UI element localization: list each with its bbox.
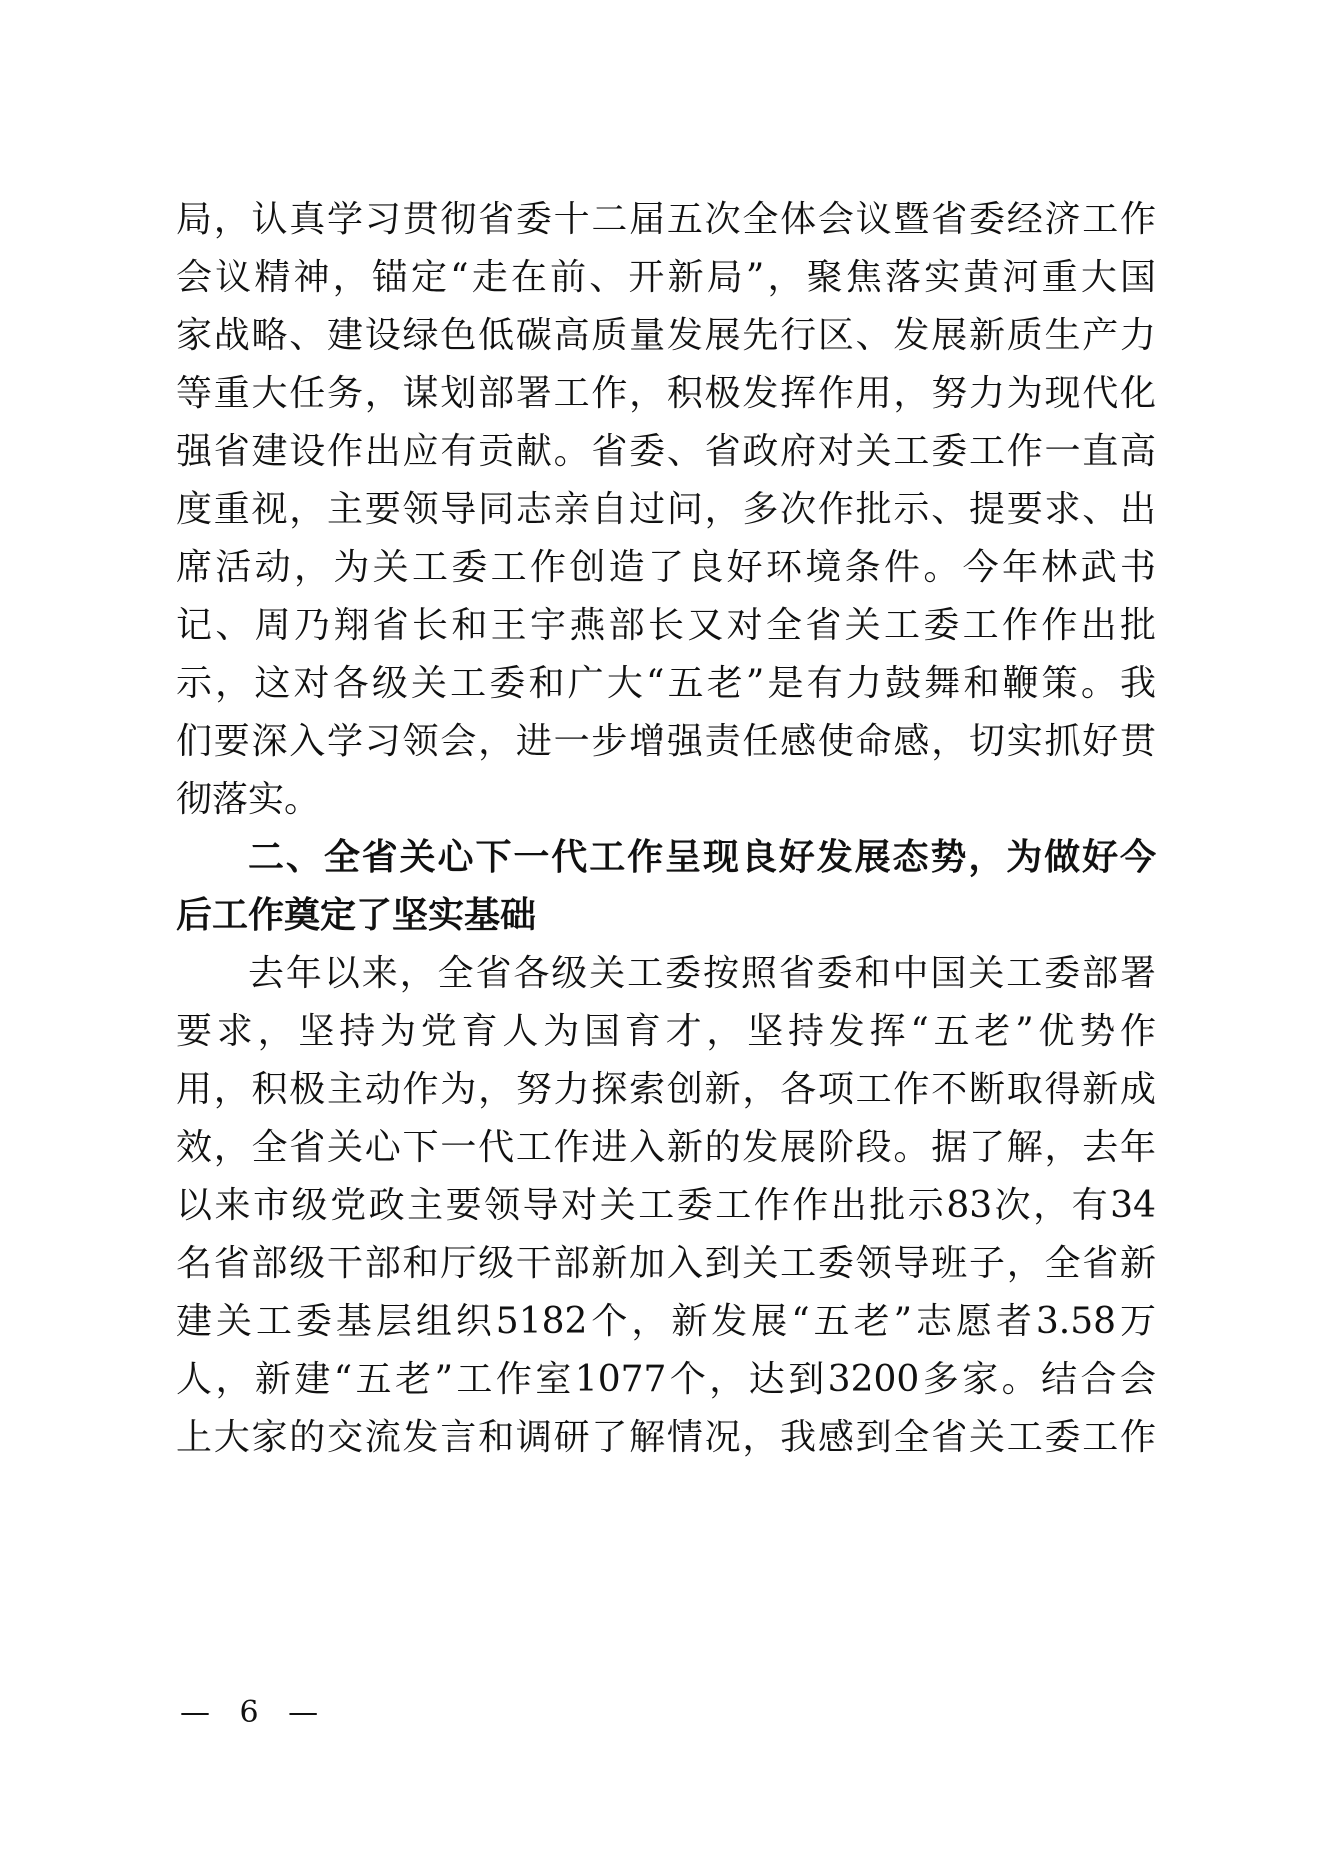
paragraph-1-line: 强省建设作出应有贡献。省委、省政府对关工委工作一直高 xyxy=(176,431,1156,472)
paragraph-1-line: 等重大任务，谋划部署工作，积极发挥作用，努力为现代化 xyxy=(176,373,1156,414)
paragraph-2-line: 以来市级党政主要领导对关工委工作作出批示83次，有34 xyxy=(176,1185,1156,1226)
paragraph-1-line: 会议精神，锚定“走在前、开新局”，聚焦落实黄河重大国 xyxy=(176,257,1156,298)
paragraph-1-line: 示，这对各级关工委和广大“五老”是有力鼓舞和鞭策。我 xyxy=(176,663,1156,704)
paragraph-1-line: 们要深入学习领会，进一步增强责任感使命感，切实抓好贯 xyxy=(176,721,1156,762)
paragraph-2-line: 要求，坚持为党育人为国育才，坚持发挥“五老”优势作 xyxy=(176,1011,1156,1052)
paragraph-2-line: 上大家的交流发言和调研了解情况，我感到全省关工委工作 xyxy=(176,1417,1156,1458)
paragraph-1-line: 记、周乃翔省长和王宇燕部长又对全省关工委工作作出批 xyxy=(176,605,1156,646)
paragraph-1-line: 席活动，为关工委工作创造了良好环境条件。今年林武书 xyxy=(176,547,1156,588)
paragraph-2-line: 用，积极主动作为，努力探索创新，各项工作不断取得新成 xyxy=(176,1069,1156,1110)
paragraph-2-line: 建关工委基层组织5182个，新发展“五老”志愿者3.58万 xyxy=(176,1301,1156,1342)
paragraph-2-line: 效，全省关心下一代工作进入新的发展阶段。据了解，去年 xyxy=(176,1127,1156,1168)
paragraph-2-line: 名省部级干部和厅级干部新加入到关工委领导班子，全省新 xyxy=(176,1243,1156,1284)
paragraph-1-line: 度重视，主要领导同志亲自过问，多次作批示、提要求、出 xyxy=(176,489,1156,530)
paragraph-1-line: 彻落实。 xyxy=(176,779,321,820)
page-number: — 6 — xyxy=(180,1695,329,1730)
paragraph-1-line: 家战略、建设绿色低碳高质量发展先行区、发展新质生产力 xyxy=(176,315,1156,356)
section-heading-line: 后工作奠定了坚实基础 xyxy=(176,895,537,936)
paragraph-2-line: 去年以来，全省各级关工委按照省委和中国关工委部署 xyxy=(248,953,1156,994)
paragraph-2-line: 人，新建“五老”工作室1077个，达到3200多家。结合会 xyxy=(176,1359,1156,1400)
section-heading-line: 二、全省关心下一代工作呈现良好发展态势，为做好今 xyxy=(248,837,1156,878)
paragraph-1-line: 局，认真学习贯彻省委十二届五次全体会议暨省委经济工作 xyxy=(176,199,1156,240)
